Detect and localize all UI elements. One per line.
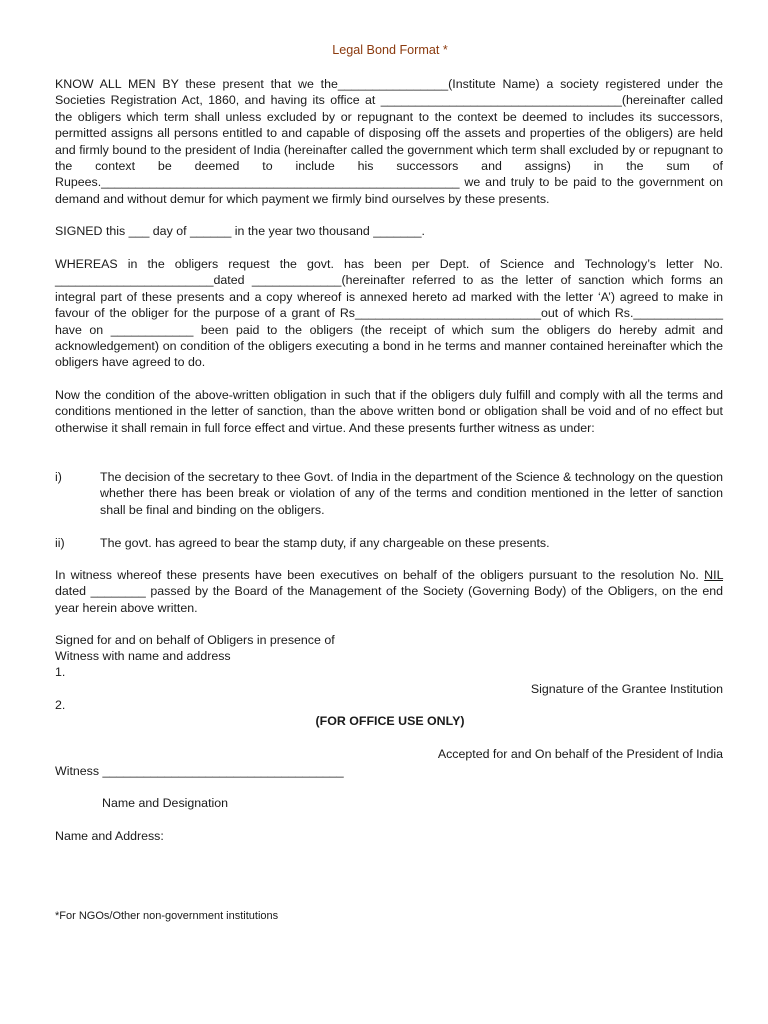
list-item-number: i) xyxy=(55,470,62,484)
document-title: Legal Bond Format * xyxy=(332,43,448,57)
name-designation-label: Name and Designation xyxy=(102,796,229,810)
condition-paragraph xyxy=(55,387,723,436)
witness-number-1: 1. xyxy=(55,665,66,679)
name-address-label: Name and Address: xyxy=(55,829,164,843)
para3-text: Now the condition of the above-written obligation in such that if the obligers duly fulfill and comply with all the terms and conditions mentioned in the letter of sanction, than the above written bond or obligation shall be void and of no effect but otherwise it shall remain in full force effect and virtue. And these presents further witness as under: xyxy=(55,388,723,435)
witness-number-2: 2. xyxy=(55,698,66,712)
accepted-label: Accepted for and On behalf of the President of India xyxy=(437,747,723,761)
footnote: *For NGOs/Other non-government institutions xyxy=(55,910,279,922)
whereas-paragraph xyxy=(55,256,723,371)
para4-before: In witness whereof these presents have been executives on behalf of the obligers pursuant to the resolution No. xyxy=(55,568,705,582)
witness-line: Witness ___________________________________ xyxy=(55,764,344,778)
witness-name-address-label: Witness with name and address xyxy=(55,649,231,663)
signed-line: SIGNED this ___ day of ______ in the year two thousand _______. xyxy=(55,224,425,238)
para4-after: dated ________ passed by the Board of the Management of the Society (Governing Body) of the Obligers, on the end year herein above written. xyxy=(55,584,723,615)
grantee-signature-label: Signature of the Grantee Institution xyxy=(530,682,723,696)
para2-text: WHEREAS in the obligers request the govt. has been per Dept. of Science and Technology’s letter No. _______________________dated _____________(hereinafter referred to as the letter of sanction which forms an integral part of these presents and a copy whereof is annexed hereto ad marked with the letter ‘A’) agreed to make in favour of the obliger for the purpose of a grant of Rs___________________________out of which Rs._____________ have on ____________ been paid to the obligers (the receipt of which sum the obligers do hereby admit and acknowledgement) on condition of the obligers executing a bond in he terms and manner contained hereinafter which the obligers have agreed to do. xyxy=(55,257,723,370)
para4-text xyxy=(55,567,723,616)
list-item-text: The decision of the secretary to thee Govt. of India in the department of the Science & technology on the question whether there has been break or violation of any of the terms and condition mentioned in the letter of sanction shall be final and binding on the obligers. xyxy=(100,470,723,517)
witness-paragraph xyxy=(55,567,723,616)
office-use-heading: (FOR OFFICE USE ONLY) xyxy=(315,714,465,728)
list-item-text: The govt. has agreed to bear the stamp duty, if any chargeable on these presents. xyxy=(100,536,550,550)
resolution-number: NIL xyxy=(704,568,723,582)
para1-text: KNOW ALL MEN BY these present that we the________________(Institute Name) a society registered under the Societies Registration Act, 1860, and having its office at ___________________________________(hereinafter called the obligers which term shall unless excluded by or repugnant to the context be deemed to includes its successors, permitted assigns all persons entitled to and capable of disposing off the assets and properties of the obligers) are held and firmly bound to the president of India (hereinafter called the government which term shall excluded by or repugnant to the context be deemed to include his successors and assigns) in the sum of Rupees.____________________________________________________ we and truly to be paid to the government on demand and without demur for which payment we firmly bind ourselves by these presents. xyxy=(55,77,723,206)
signed-behalf-line: Signed for and on behalf of Obligers in presence of xyxy=(55,633,335,647)
bond-paragraph-1 xyxy=(55,76,723,207)
list-item-number: ii) xyxy=(55,536,65,550)
